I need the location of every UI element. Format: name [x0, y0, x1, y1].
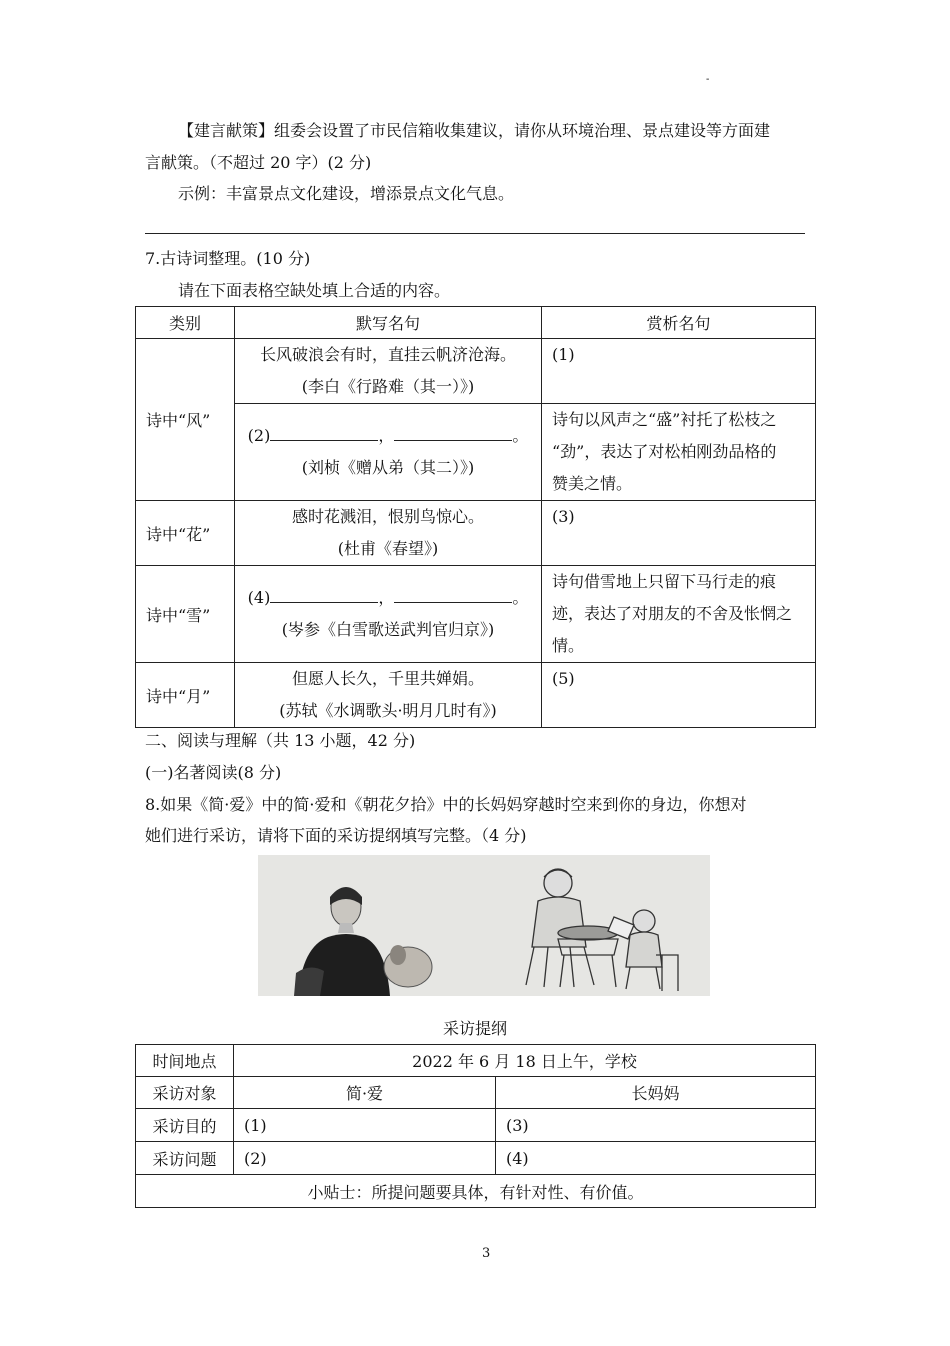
header-recite: 默写名句 [235, 307, 542, 339]
snow-appreciation-line-1: 诗句借雪地上只留下马行走的痕 [552, 572, 777, 591]
purpose-chang-cell[interactable]: (3) [496, 1109, 816, 1142]
header-mark: - [706, 74, 710, 85]
flower-poem-source: (杜甫《春望》) [337, 539, 439, 558]
blank-4-label: (4) [247, 588, 271, 607]
blank-2b[interactable] [394, 424, 512, 441]
header-category: 类别 [136, 307, 235, 339]
header-appreciate: 赏析名句 [542, 307, 816, 339]
snow-appreciation-cell [542, 566, 816, 663]
subject-label: 采访对象 [136, 1077, 234, 1109]
q7-title: 7.古诗词整理。(10 分) [145, 249, 311, 268]
wind-appreciation-line-2: “劲”，表达了对松柏刚劲品格的 [552, 442, 777, 461]
moon-poem-source: (苏轼《水调歌头·明月几时有》) [279, 701, 497, 720]
suggestion-example: 示例：丰富景点文化建设，增添景点文化气息。 [178, 184, 515, 203]
wind-poem-source: (李白《行路难（其一）》) [301, 377, 475, 396]
comma: ， [378, 588, 395, 607]
q8-line-1: 8.如果《简·爱》中的简·爱和《朝花夕拾》中的长妈妈穿越时空来到你的身边，你想对 [145, 795, 747, 814]
subject-jane: 简·爱 [234, 1077, 496, 1109]
comma: ， [378, 426, 395, 445]
suggestion-line-2: 言献策。（不超过 20 字）(2 分) [145, 153, 372, 172]
answer-3-cell[interactable] [542, 501, 816, 566]
answer-3-label: (3) [552, 507, 575, 526]
category-wind: 诗中“风” [136, 339, 235, 501]
wind-poem-line: 长风破浪会有时，直挂云帆济沧海。 [259, 345, 516, 364]
purpose-label: 采访目的 [136, 1109, 234, 1142]
answer-1-cell[interactable] [542, 339, 816, 404]
time-label: 时间地点 [136, 1045, 234, 1077]
wind-poem-cell [235, 339, 542, 404]
interview-title: 采访提纲 [443, 1019, 508, 1038]
answer-5-cell[interactable] [542, 663, 816, 728]
snow-blank-source: (岑参《白雪歌送武判官归京》) [281, 620, 495, 639]
subsection-1-title: (一)名著阅读(8 分) [145, 763, 282, 782]
section-2-title: 二、阅读与理解（共 13 小题，42 分) [145, 731, 416, 750]
period: 。 [512, 588, 529, 607]
snow-appreciation-line-3: 情。 [552, 636, 585, 655]
wind-appreciation-line-3: 赞美之情。 [552, 474, 633, 493]
wind-appreciation-line-1: 诗句以风声之“盛”衬托了松枝之 [552, 410, 777, 429]
answer-line [145, 233, 805, 234]
wind-blank-line[interactable] [235, 420, 541, 452]
purpose-jane-cell[interactable]: (1) [234, 1109, 496, 1142]
question-chang-cell[interactable]: (4) [496, 1142, 816, 1175]
flower-poem-cell [235, 501, 542, 566]
illustration-svg [258, 855, 710, 996]
question-label: 采访问题 [136, 1142, 234, 1175]
page-number: 3 [482, 1246, 491, 1261]
suggestion-line-1: 【建言献策】组委会设置了市民信箱收集建议，请你从环境治理、景点建设等方面建 [178, 121, 771, 140]
wind-blank-source: (刘桢《赠从弟（其二）》) [301, 458, 475, 477]
category-snow: 诗中“雪” [136, 566, 235, 663]
snow-blank-line[interactable] [235, 582, 541, 614]
illustration-image [258, 855, 710, 996]
flower-poem-line: 感时花溅泪，恨别鸟惊心。 [291, 507, 484, 526]
category-moon: 诗中“月” [136, 663, 235, 728]
interview-table [135, 1044, 816, 1208]
poem-table [135, 306, 816, 728]
snow-appreciation-line-2: 迹，表达了对朋友的不舍及怅惘之 [552, 604, 793, 623]
period: 。 [512, 426, 529, 445]
moon-poem-cell [235, 663, 542, 728]
subject-chang: 长妈妈 [496, 1077, 816, 1109]
blank-4b[interactable] [394, 586, 512, 603]
blank-4a[interactable] [270, 586, 378, 603]
answer-1-label: (1) [552, 345, 575, 364]
time-value: 2022 年 6 月 18 日上午，学校 [234, 1045, 816, 1077]
snow-blank-cell[interactable] [235, 566, 542, 663]
q8-line-2: 她们进行采访，请将下面的采访提纲填写完整。（4 分) [145, 826, 527, 845]
wind-blank-cell[interactable] [235, 404, 542, 501]
blank-2-label: (2) [247, 426, 271, 445]
blank-2a[interactable] [270, 424, 378, 441]
moon-poem-line: 但愿人长久，千里共婵娟。 [291, 669, 484, 688]
answer-5-label: (5) [552, 669, 575, 688]
question-jane-cell[interactable]: (2) [234, 1142, 496, 1175]
q7-instruction: 请在下面表格空缺处填上合适的内容。 [178, 281, 451, 300]
wind-appreciation-cell [542, 404, 816, 501]
category-flower: 诗中“花” [136, 501, 235, 566]
interview-tip: 小贴士：所提问题要具体，有针对性、有价值。 [136, 1175, 816, 1208]
